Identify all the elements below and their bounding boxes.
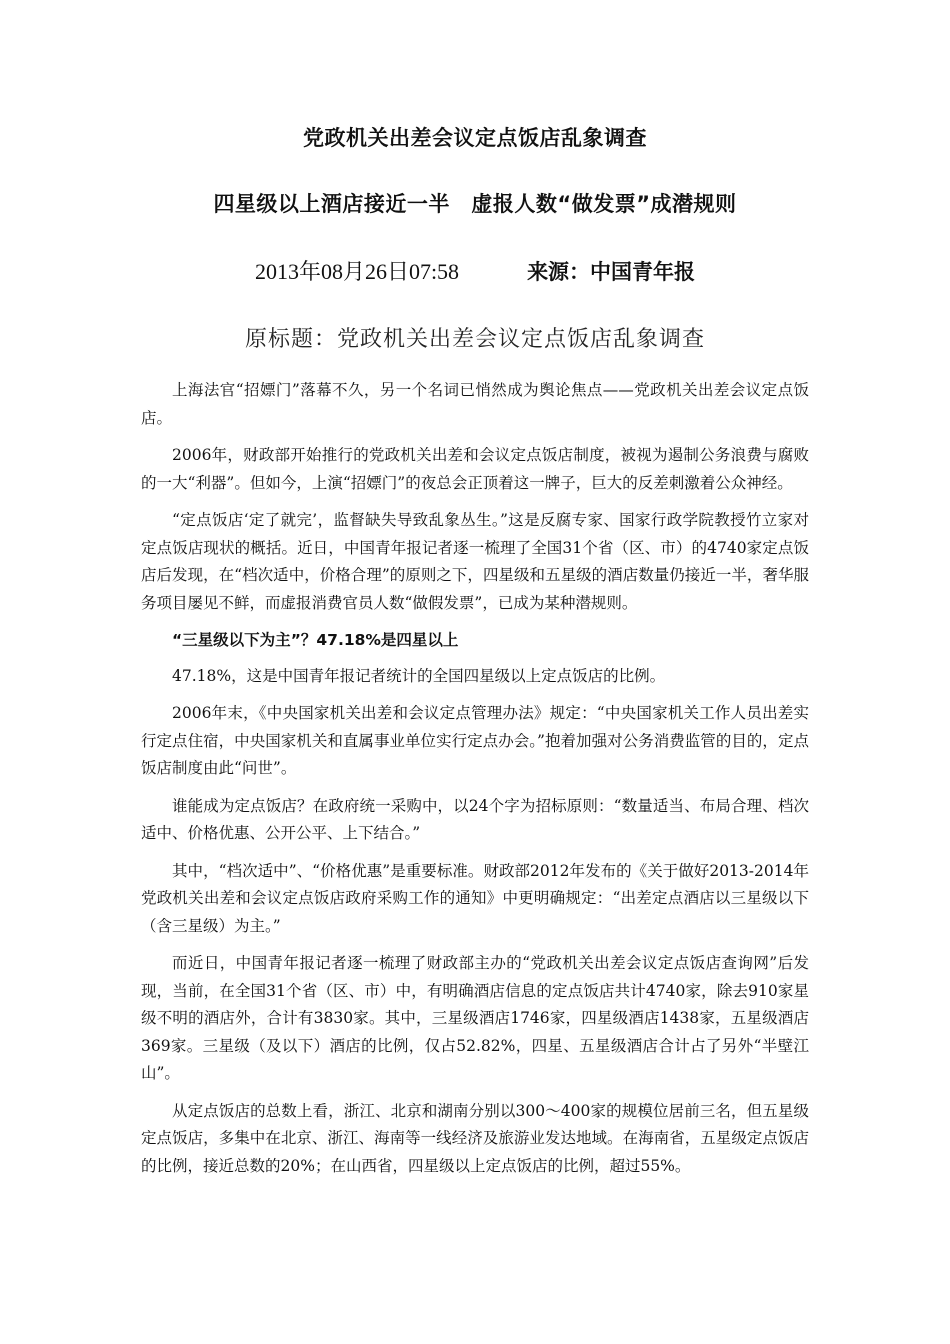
paragraph: 从定点饭店的总数上看，浙江、北京和湖南分别以300～400家的规模位居前三名，但五星级定点饭店，多集中在北京、浙江、海南等一线经济及旅游业发达地域。在海南省，五星级定点饭店的比例，接近总数的20%；在山西省，四星级以上定点饭店的比例，超过55%。 [141, 1101, 809, 1175]
dateline [0, 255, 950, 286]
paragraph: 谁能成为定点饭店？在政府统一采购中，以24个字为招标原则：“数量适当、布局合理、档次适中、价格优惠、公开公平、上下结合。” [141, 796, 809, 842]
article-body [141, 377, 809, 1190]
paragraph: 而近日，中国青年报记者逐一梳理了财政部主办的“党政机关出差会议定点饭店查询网”后发现，当前，在全国31个省（区、市）中，有明确酒店信息的定点饭店共计4740家，除去910家星级不明的酒店外，合计有3830家。其中，三星级酒店1746家，四星级酒店1438家，五星级酒店369家。三星级（及以下）酒店的比例，仅占52.82%，四星、五星级酒店合计占了另外“半壁江山”。 [141, 954, 809, 1082]
document-title: 党政机关出差会议定点饭店乱象调查 [303, 126, 647, 150]
document-subtitle: 四星级以上酒店接近一半 虚报人数“做发票”成潜规则 [213, 192, 737, 216]
paragraph: 其中，“档次适中”、“价格优惠”是重要标准。财政部2012年发布的《关于做好2013-2014年党政机关出差和会议定点饭店政府采购工作的通知》中更明确规定：“出差定点酒店以三星级以下（含三星级）为主。” [141, 861, 809, 935]
paragraph: 2006年末，《中央国家机关出差和会议定点管理办法》规定：“中央国家机关工作人员出差实行定点住宿，中央国家机关和直属事业单位实行定点办会。”抱着加强对公务消费监管的目的，定点饭店制度由此“问世”。 [141, 704, 809, 777]
paragraph: 2006年，财政部开始推行的党政机关出差和会议定点饭店制度，被视为遏制公务浪费与腐败的一大“利器”。但如今，上演“招嫖门”的夜总会正顶着这一牌子，巨大的反差刺激着公众神经。 [141, 446, 809, 492]
paragraph: 47.18%，这是中国青年报记者统计的全国四星级以上定点饭店的比例。 [172, 666, 666, 685]
section-heading: “三星级以下为主”？47.18%是四星以上 [172, 631, 459, 649]
original-title: 原标题：党政机关出差会议定点饭店乱象调查 [244, 327, 705, 352]
paragraph: “定点饭店‘定了就完’，监督缺失导致乱象丛生。”这是反腐专家、国家行政学院教授竹立家对定点饭店现状的概括。近日，中国青年报记者逐一梳理了全国31个省（区、市）的4740家定点饭店后发现，在“档次适中，价格合理”的原则之下，四星级和五星级的酒店数量仍接近一半，奢华服务项目屡见不鲜，而虚报消费官员人数“做假发票”，已成为某种潜规则。 [141, 511, 809, 612]
source-label: 来源：中国青年报 [527, 260, 696, 284]
publish-date: 2013年08月26日07:58 [254, 259, 460, 284]
paragraph: 上海法官“招嫖门”落幕不久，另一个名词已悄然成为舆论焦点——党政机关出差会议定点饭店。 [141, 381, 809, 427]
